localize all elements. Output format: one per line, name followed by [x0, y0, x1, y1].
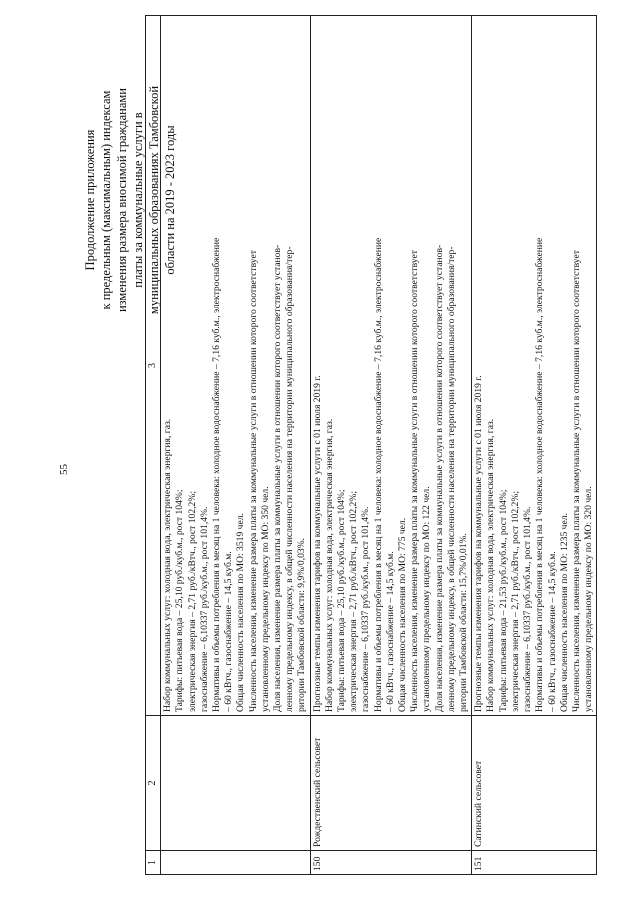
header-line: платы за коммунальные услуги в	[131, 112, 145, 288]
detail-line: Численность населения, изменение размера платы за коммунальные услуги в отношении которого соответствует	[409, 250, 421, 712]
detail-line: газоснабжение – 6,10337 руб./куб.м., рост 101,4%.	[360, 506, 372, 712]
detail-line: ленному предельному индексу, в общей численности населения на территории муниципального образования/тер-	[445, 246, 457, 712]
tariff-details	[472, 16, 597, 716]
municipality-name	[161, 716, 310, 851]
header-line: Продолжение приложения	[83, 129, 97, 271]
municipality-name: Рождественский сельсовет	[310, 716, 472, 851]
detail-line: Нормативы и объемы потребления в месяц на 1 человека: холодное водоснабжение – 7,16 куб.м., электроснабжение	[534, 237, 546, 712]
column-number-row	[146, 16, 161, 875]
detail-line: Доля населения, изменение размера платы за коммунальные услуги в отношении которого соответствует установ-	[433, 244, 445, 712]
detail-line: Прогнозные темпы изменения тарифов на коммунальные услуги с 01 июля 2019 г.	[311, 375, 323, 712]
detail-line: Доля населения, изменение размера платы за коммунальные услуги в отношении которого соответствует установ-	[272, 244, 284, 712]
detail-line: установленному предельному индексу по МО: 350 чел.	[259, 486, 271, 712]
tariff-details	[310, 16, 472, 716]
indices-table	[145, 15, 597, 875]
detail-line: ленному предельному индексу, в общей численности населения на территории муниципального образования/тер-	[284, 246, 296, 712]
detail-line: Набор коммунальных услуг: холодная вода, электрическая энергия, газ.	[323, 418, 335, 712]
detail-line: электрическая энергия – 2,71 руб./кВтч., рост 102,2%;	[186, 491, 198, 712]
detail-line: электрическая энергия – 2,71 руб./кВтч., рост 102,2%;	[348, 491, 360, 712]
detail-line: газоснабжение – 6,10337 руб./куб.м., рост 101,4%.	[198, 506, 210, 712]
page-number: 55	[58, 464, 70, 475]
detail-line: Тарифы: питьевая вода – 25,10 руб./куб.м., рост 104%;	[174, 489, 186, 712]
header-line: к предельным (максимальным) индексам	[99, 90, 113, 310]
detail-line: электрическая энергия – 2,71 руб./кВтч., рост 102,2%;	[509, 491, 521, 712]
detail-line: – 60 кВтч., газоснабжение – 14,5 куб.м.	[223, 551, 235, 712]
detail-line: Нормативы и объемы потребления в месяц на 1 человека: холодное водоснабжение – 7,16 куб.м., электроснабжение	[372, 237, 384, 712]
column-number: 2	[146, 716, 161, 851]
table-row	[310, 16, 472, 875]
detail-line: Набор коммунальных услуг: холодная вода, электрическая энергия, газ.	[162, 418, 174, 712]
header-line: муниципальных образованиях Тамбовской	[147, 85, 161, 315]
detail-line: Прогнозные темпы изменения тарифов на коммунальные услуги с 01 июля 2019 г.	[473, 375, 485, 712]
detail-line: Набор коммунальных услуг: холодная вода, электрическая энергия, газ.	[485, 418, 497, 712]
detail-line: установленному предельному индексу по МО: 122 чел.	[421, 486, 433, 712]
detail-line: установленному предельному индексу по МО: 320 чел.	[583, 486, 595, 712]
detail-line: Тарифы: питьевая вода – 25,10 руб./куб.м., рост 104%;	[336, 489, 348, 712]
detail-line: – 60 кВтч., газоснабжение – 14,5 куб.м.	[384, 551, 396, 712]
detail-line: Общая численность населения по МО: 775 чел.	[397, 517, 409, 712]
column-number: 1	[146, 851, 161, 875]
row-number	[161, 851, 310, 875]
detail-line: Численность населения, изменение размера платы за коммунальные услуги в отношении которого соответствует	[570, 250, 582, 712]
detail-line: – 60 кВтч., газоснабжение – 14,5 куб.м.	[546, 551, 558, 712]
detail-line: Общая численность населения по МО: 1235 чел.	[558, 513, 570, 712]
header-line: области на 2019 - 2023 годы	[163, 125, 177, 275]
header-line: изменения размера вносимой гражданами	[115, 88, 129, 313]
detail-line: ритории Тамбовской области: 15,7%/0,01%.	[458, 533, 470, 712]
detail-line: Тарифы: питьевая вода – 21,53 руб./куб.м., рост 104%;	[497, 489, 509, 712]
municipality-name: Сатинский сельсовет	[472, 716, 597, 851]
column-number: 3	[146, 16, 161, 716]
table-row	[472, 16, 597, 875]
table-row-continued	[161, 16, 310, 875]
detail-line: Численность населения, изменение размера платы за коммунальные услуги в отношении которого соответствует	[247, 250, 259, 712]
row-number: 150	[310, 851, 472, 875]
row-number: 151	[472, 851, 597, 875]
tariff-details	[161, 16, 310, 716]
detail-line: Общая численность населения по МО: 3519 чел.	[235, 513, 247, 712]
detail-line: газоснабжение – 6,10337 руб./куб.м., рост 101,4%.	[522, 506, 534, 712]
detail-line: ритории Тамбовской области: 9,9%/0,03%.	[296, 537, 308, 712]
detail-line: Нормативы и объемы потребления в месяц на 1 человека: холодное водоснабжение – 7,16 куб.м., электроснабжение	[211, 237, 223, 712]
